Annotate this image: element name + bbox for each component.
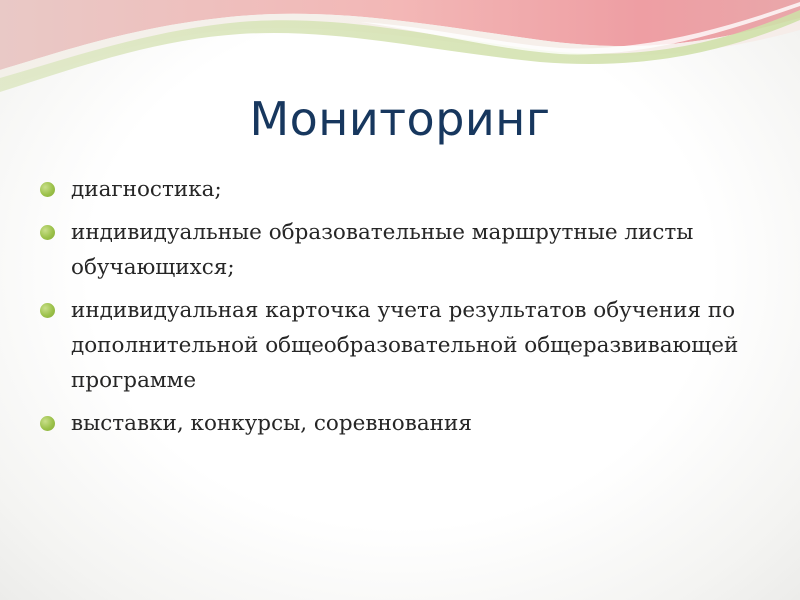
list-item — [40, 406, 760, 441]
list-item — [40, 293, 760, 398]
list-item-text: индивидуальная карточка учета результатов обучения по дополнительной общеобразовательной общеразвивающей программе — [71, 298, 739, 393]
slide-title: Мониторинг — [249, 92, 551, 146]
bullet-dot-icon — [40, 303, 55, 318]
bullet-list — [40, 172, 760, 449]
list-item-text: индивидуальные образовательные маршрутные листы обучающихся; — [71, 220, 694, 280]
list-item-text: диагностика; — [71, 177, 222, 202]
list-item — [40, 172, 760, 207]
bullet-dot-icon — [40, 416, 55, 431]
list-item-text: выставки, конкурсы, соревнования — [71, 411, 472, 436]
list-item — [40, 215, 760, 285]
bullet-dot-icon — [40, 182, 55, 197]
bullet-dot-icon — [40, 225, 55, 240]
header-wave-decoration — [0, 0, 800, 100]
